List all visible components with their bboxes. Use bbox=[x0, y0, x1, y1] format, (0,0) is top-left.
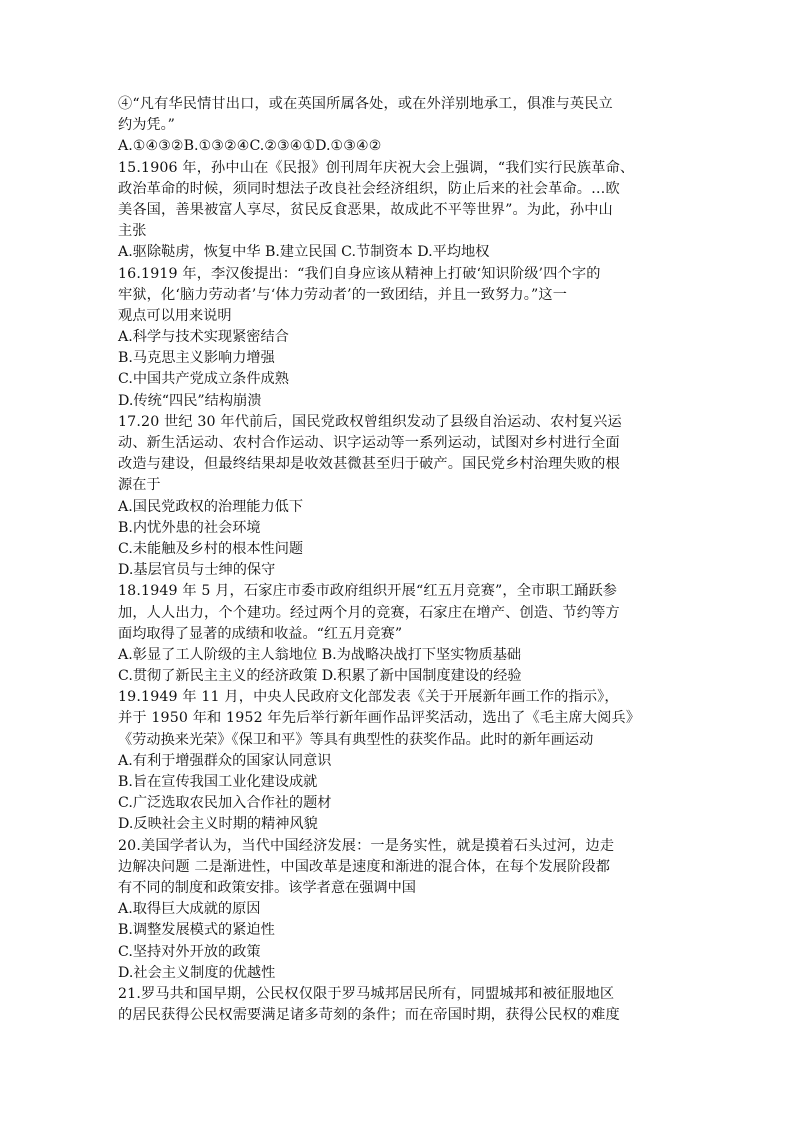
text-line: 约为凭。” bbox=[118, 117, 175, 134]
document-page bbox=[118, 94, 688, 1026]
answer-option: A.科学与技术实现紧密结合 bbox=[118, 329, 289, 346]
answer-options: C.贯彻了新民主主义的经济政策 D.积累了新中国制度建设的经验 bbox=[118, 668, 522, 685]
text-line: 的居民获得公民权需要满足诸多苛刻的条件；而在帝国时期，获得公民权的难度 bbox=[118, 1007, 620, 1024]
answer-option: A.取得巨大成就的原因 bbox=[118, 901, 261, 918]
answer-options: A.①④③②B.①③②④C.②③④①D.①③④② bbox=[118, 138, 382, 155]
text-line: 政治革命的时候，须同时想法子改良社会经济组织，防止后来的社会革命。…欧 bbox=[118, 180, 620, 197]
answer-option: C.广泛选取农民加入合作社的题材 bbox=[118, 795, 332, 812]
question-17: 17.20 世纪 30 年代前后，国民党政权曾组织发动了县级自治运动、农村复兴运 bbox=[118, 413, 622, 430]
text-line: 主张 bbox=[118, 223, 147, 240]
question-20: 20.美国学者认为，当代中国经济发展：一是务实性，就是摸着石头过河，边走 bbox=[118, 837, 615, 854]
answer-option: D.基层官员与士绅的保守 bbox=[118, 562, 276, 579]
text-line: 牢狱，化‘脑力劳动者’与‘体力劳动者’的一致团结，并且一致努力。”这一 bbox=[118, 286, 568, 303]
text-line: 美各国，善果被富人享尽，贫民反食恶果，故成此不平等世界”。为此，孙中山 bbox=[118, 201, 613, 218]
answer-options: A.彰显了工人阶级的主人翁地位 B.为战略决战打下坚实物质基础 bbox=[118, 646, 522, 663]
text-line: 改造与建设，但最终结果却是收效甚微甚至归于破产。国民党乡村治理失败的根 bbox=[118, 456, 620, 473]
text-line: ④“凡有华民情甘出口，或在英国所属各处，或在外洋别地承工，俱准与英民立 bbox=[118, 96, 613, 112]
text-line: 加，人人出力，个个建功。经过两个月的竞赛，石家庄在增产、创造、节约等方 bbox=[118, 604, 620, 621]
answer-option: A.国民党政权的治理能力低下 bbox=[118, 498, 304, 515]
text-line: 动、新生活运动、农村合作运动、识字运动等一系列运动，试图对乡村进行全面 bbox=[118, 435, 620, 451]
answer-option: B.内忧外患的社会环境 bbox=[118, 519, 261, 536]
text-line: 有不同的制度和政策安排。该学者意在强调中国 bbox=[118, 879, 416, 896]
question-19: 19.1949 年 11 月，中央人民政府文化部发表《关于开展新年画工作的指示》， bbox=[118, 689, 619, 706]
question-15: 15.1906 年，孙中山在《民报》创刊周年庆祝大会上强调，“我们实行民族革命、 bbox=[118, 159, 635, 176]
text-line: 源在于 bbox=[118, 477, 161, 494]
answer-option: C.中国共产党成立条件成熟 bbox=[118, 371, 289, 388]
text-line: 边解决问题 二是渐进性，中国改革是速度和渐进的混合体，在每个发展阶段都 bbox=[118, 858, 611, 875]
answer-option: C.未能触及乡村的根本性问题 bbox=[118, 540, 304, 557]
text-line: 并于 1950 年和 1952 年先后举行新年画作品评奖活动，选出了《毛主席大阅兵》 bbox=[118, 710, 641, 727]
answer-option: C.坚持对外开放的政策 bbox=[118, 943, 261, 960]
answer-option: D.传统“四民”结构崩溃 bbox=[118, 392, 262, 409]
answer-option: D.反映社会主义时期的精神风貌 bbox=[118, 816, 318, 833]
text-line: 面均取得了显著的成绩和收益。“红五月竞赛” bbox=[118, 625, 403, 642]
answer-option: D.社会主义制度的优越性 bbox=[118, 964, 276, 981]
question-16: 16.1919 年，李汉俊提出：“我们自身应该从精神上打破‘知识阶级’四个字的 bbox=[118, 265, 601, 282]
answer-options: A.驱除鞑虏，恢复中华 B.建立民国 C.节制资本 D.平均地权 bbox=[118, 244, 490, 261]
question-18: 18.1949 年 5 月，石家庄市委市政府组织开展“红五月竞赛”，全市职工踊跃参 bbox=[118, 583, 618, 600]
question-21: 21.罗马共和国早期，公民权仅限于罗马城邦居民所有，同盟城邦和被征服地区 bbox=[118, 985, 615, 1002]
answer-option: A.有利于增强群众的国家认同意识 bbox=[118, 752, 332, 769]
text-line: 观点可以用来说明 bbox=[118, 307, 232, 324]
answer-option: B.旨在宣传我国工业化建设成就 bbox=[118, 774, 318, 790]
text-line: 《劳动换来光荣》《保卫和平》等具有典型性的获奖作品。此时的新年画运动 bbox=[118, 731, 594, 748]
answer-option: B.马克思主义影响力增强 bbox=[118, 350, 275, 367]
answer-option: B.调整发展模式的紧迫性 bbox=[118, 922, 275, 939]
